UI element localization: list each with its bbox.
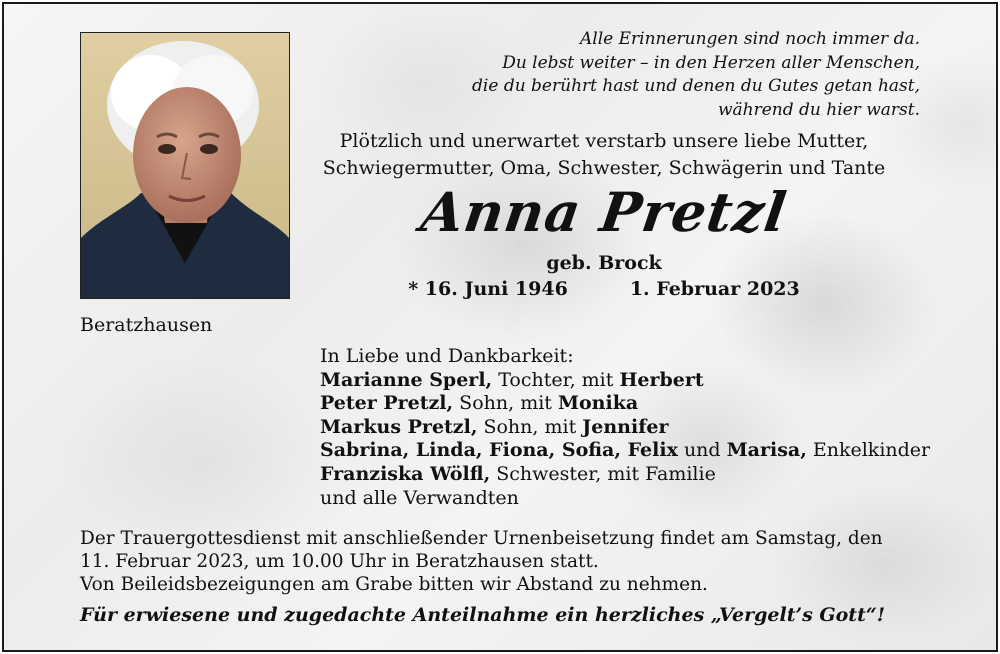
mourner-relation: Sohn, mit: [453, 392, 558, 415]
thanks-message: Für erwiesene und zugedachte Anteilnahme ein herzliches „Vergelt’s Gott“!: [80, 604, 886, 626]
mourner-relation: Sohn, mit: [477, 415, 583, 438]
service-line: 11. Februar 2023, um 10.00 Uhr in Beratzhausen statt.: [80, 551, 599, 572]
portrait-image: [81, 33, 289, 298]
life-dates: [304, 278, 904, 300]
service-line: Der Trauergottesdienst mit anschließender Urnenbeisetzung findet am Samstag, den: [80, 528, 883, 549]
death-announcement: [304, 128, 904, 182]
service-line: Von Beileidsbezeigungen am Grabe bitten wir Abstand zu nehmen.: [80, 574, 708, 595]
birth-date: * 16. Juni 1946: [408, 278, 568, 300]
mourners-list: [320, 345, 930, 510]
mourner-partner: Monika: [557, 392, 639, 415]
mourner-entry: [320, 369, 930, 393]
mourner-relation: und: [677, 439, 727, 462]
mourner-entry: [320, 416, 930, 440]
mourner-name: Peter Pretzl,: [320, 392, 454, 415]
mourner-name: Marianne Sperl,: [320, 368, 493, 391]
mourner-suffix: Enkelkinder: [806, 439, 931, 462]
deceased-name: Anna Pretzl: [417, 180, 791, 244]
death-date: 1. Februar 2023: [629, 278, 800, 300]
quote-line: Du lebst weiter – in den Herzen aller Menschen,: [502, 52, 920, 73]
mourner-partner: Marisa,: [726, 439, 807, 462]
mourner-partner: Herbert: [619, 368, 704, 391]
portrait-photo: [80, 32, 290, 299]
mourner-name: Markus Pretzl,: [320, 415, 478, 438]
obituary-notice: [2, 2, 998, 652]
quote-line: die du berührt hast und denen du Gutes getan hast,: [472, 76, 920, 96]
place-name: Beratzhausen: [80, 314, 213, 336]
mourner-entry: [320, 439, 930, 463]
memorial-quote: [400, 28, 920, 122]
announcement-line: Plötzlich und unerwartet verstarb unsere liebe Mutter,: [339, 130, 869, 152]
mourner-name: Sabrina, Linda, Fiona, Sofia, Felix: [320, 439, 678, 462]
mourner-entry: [320, 463, 930, 487]
announcement-line: Schwiegermutter, Oma, Schwester, Schwägerin und Tante: [322, 157, 886, 179]
mourner-name: Franziska Wölfl,: [320, 462, 491, 485]
mourner-relation: Schwester, mit Familie: [490, 462, 716, 485]
quote-line: während du hier warst.: [717, 99, 920, 120]
mourner-partner: Jennifer: [582, 415, 669, 438]
quote-line: Alle Erinnerungen sind noch immer da.: [579, 29, 920, 49]
mourner-entry: [320, 392, 930, 416]
funeral-service-info: [80, 527, 960, 596]
birth-name: geb. Brock: [546, 252, 662, 274]
mourner-relation: Tochter, mit: [492, 368, 620, 391]
mourners-heading: In Liebe und Dankbarkeit:: [320, 345, 574, 367]
mourners-closing: und alle Verwandten: [320, 486, 519, 509]
